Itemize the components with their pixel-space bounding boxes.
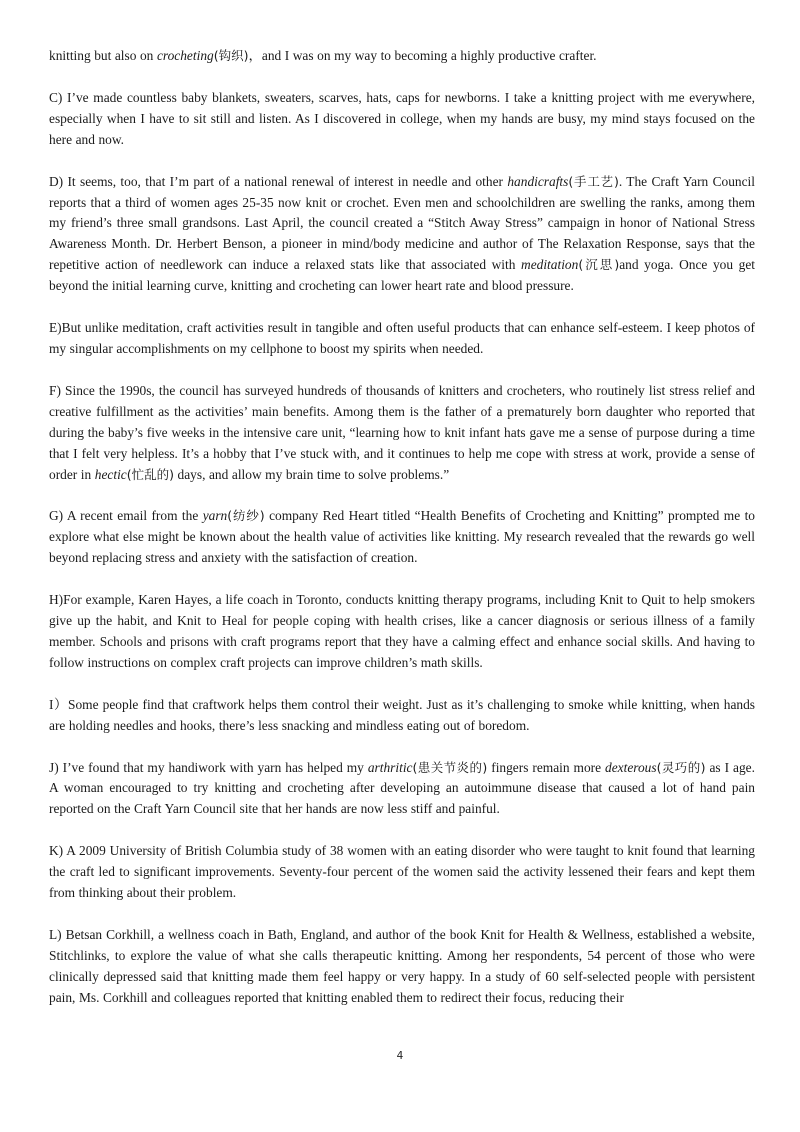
text-segment: E)But unlike meditation, craft activities result in tangible and often useful products that can enhance self-esteem. I keep photos of my singular accomplishments on my cellphone to boost my spirits when needed.	[49, 320, 755, 356]
italic-term: dexterous	[605, 759, 657, 775]
paragraph-K	[49, 841, 755, 904]
paragraph-E	[49, 318, 755, 360]
paragraph-G	[49, 506, 755, 569]
text-segment: and yoga. Once you get beyond the initial learning curve, knitting and crocheting can lower heart rate and blood pressure.	[49, 257, 755, 294]
italic-term: yarn	[202, 508, 228, 524]
chinese-gloss: (纺纱)	[227, 508, 265, 524]
chinese-gloss: (钩织)	[213, 48, 249, 63]
chinese-gloss: (患关节炎的)	[412, 759, 488, 775]
text-segment: G) A recent email from the	[49, 508, 203, 524]
italic-term: crocheting	[156, 48, 214, 63]
text-segment: H)For example, Karen Hayes, a life coach in Toronto, conducts knitting therapy programs, including Knit to Quit to help smokers give up the habit, and Knit to Heal for people coping with health crises, like a cancer diagnosis or serious illness of a family member. Schools and prisons with craft programs report that they have a calming effect and enhance social skills. And having to follow instructions on complex craft projects can improve children’s math skills.	[49, 592, 755, 670]
chinese-gloss: (手工艺)	[568, 173, 619, 189]
text-segment: knitting but also on	[49, 48, 157, 63]
text-segment: ，and I was on my way to becoming a highly productive crafter.	[248, 48, 597, 63]
text-segment: days, and allow my brain time to solve problems.”	[174, 466, 450, 482]
text-segment: L) Betsan Corkhill, a wellness coach in Bath, England, and author of the book Knit for Health & Wellness, established a website, Stitchlinks, to explore the value of what she calls therapeutic knitting. Among her respondents, 54 percent of those who were clinically depressed said that knitting made them feel happy or very happy. In a study of 60 self-selected people with persistent pain, Ms. Corkhill and colleagues reported that knitting enabled them to redirect their focus, reducing their	[49, 927, 755, 1005]
italic-term: arthritic	[367, 759, 413, 775]
paragraph-J	[49, 758, 755, 821]
paragraph-F	[49, 381, 755, 486]
chinese-gloss: (灵巧的)	[656, 759, 706, 775]
text-segment: J) I’ve found that my handiwork with yarn has helped my	[49, 759, 368, 775]
paragraph-C	[49, 88, 755, 151]
text-segment: K) A 2009 University of British Columbia study of 38 women with an eating disorder who were taught to knit found that learning the craft led to significant improvements. Seventy-four percent of the women said the activity lessened their fears and kept them from thinking about their problem.	[49, 843, 755, 901]
document-page	[49, 46, 755, 1030]
text-segment: as I age. A woman encouraged to try knitting and crocheting after developing an autoimmune disease that caused a lot of hand pain reported on the Craft Yarn Council site that her hands are now less stiff and painful.	[49, 759, 755, 817]
paragraph-D	[49, 172, 755, 297]
page-number: 4	[396, 1050, 404, 1062]
text-segment: D) It seems, too, that I’m part of a national renewal of interest in needle and other	[49, 173, 508, 189]
text-segment: . The Craft Yarn Council reports that a third of women ages 25-35 now knit or crochet. Even men and schoolchildren are swelling the ranks, among them my friend’s three small grandsons. Last April, the council created a “Stitch Away Stress” campaign in honor of National Stress Awareness Month. Dr. Herbert Benson, a pioneer in mind/body medicine and author of The Relaxation Response, says that the repetitive action of needlework can induce a relaxed stats like that associated with	[49, 173, 755, 273]
text-segment: company Red Heart titled “Health Benefits of Crocheting and Knitting” prompted me to explore what else might be known about the health value of activities like knitting. My research revealed that the rewards go well beyond replacing stress and anxiety with the satisfaction of creation.	[49, 508, 755, 566]
text-segment: I）Some people find that craftwork helps them control their weight. Just as it’s challenging to smoke while knitting, when hands are holding needles and hooks, there’s less snacking and mindless eating out of boredom.	[49, 696, 755, 733]
text-segment: C) I’ve made countless baby blankets, sweaters, scarves, hats, caps for newborns. I take a knitting project with me everywhere, especially when I have to sit still and listen. As I discovered in college, when my hands are busy, my mind stays focused on the here and now.	[49, 89, 755, 147]
italic-term: hectic	[94, 466, 127, 482]
italic-term: handicrafts	[507, 173, 569, 189]
chinese-gloss: (忙乱的)	[126, 466, 174, 482]
text-segment: fingers remain more	[487, 759, 606, 775]
italic-term: meditation	[521, 257, 579, 273]
paragraph-continued	[49, 46, 755, 67]
text-segment: F) Since the 1990s, the council has surveyed hundreds of thousands of knitters and crocheters, who routinely list stress relief and creative fulfillment as the activities’ main benefits. Among them is the father of a prematurely born daughter who reported that during the baby’s five weeks in the intensive care unit, “learning how to knit infant hats gave me a sense of purpose during a time that I felt very helpless. It’s a hobby that I’ve stuck with, and it continues to help me cope with stress at work, provide a sense of order in	[49, 382, 755, 482]
paragraph-H	[49, 590, 755, 674]
chinese-gloss: (沉思)	[578, 257, 620, 273]
paragraph-I	[49, 695, 755, 737]
paragraph-L	[49, 925, 755, 1009]
